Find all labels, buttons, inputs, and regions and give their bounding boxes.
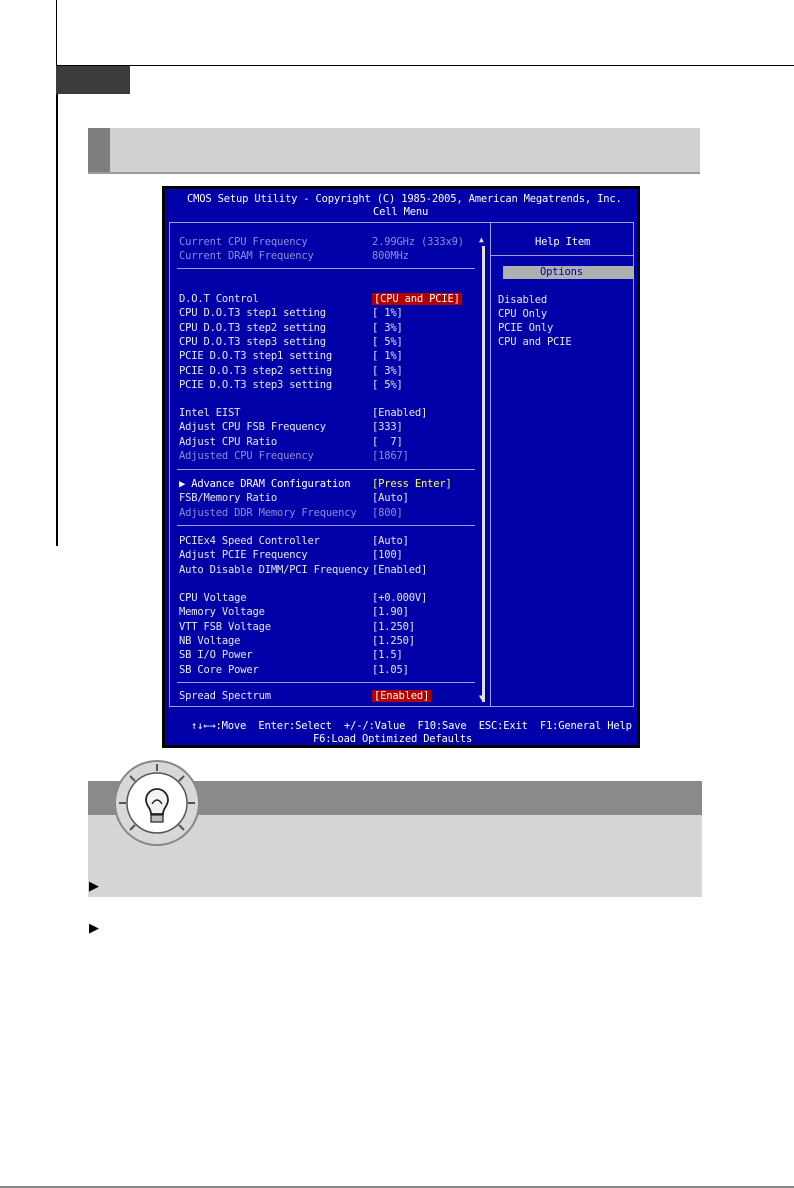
pcie-row-label[interactable]: Auto Disable DIMM/PCI Frequency xyxy=(179,563,369,576)
dot-row-value[interactable]: [ 3%] xyxy=(372,321,403,334)
cpu-row-label[interactable]: Adjust CPU FSB Frequency xyxy=(179,421,326,434)
bios-menu-name: Cell Menu xyxy=(373,206,429,218)
cpu-row-value[interactable]: [Enabled] xyxy=(372,407,428,419)
dot-row-value[interactable]: [ 5%] xyxy=(372,378,403,391)
dot-row-label[interactable]: CPU D.O.T3 step2 setting xyxy=(179,321,326,334)
voltage-row-label[interactable]: SB I/O Power xyxy=(179,649,253,662)
help-option-item: PCIE Only xyxy=(498,322,554,334)
dot-row-label[interactable]: PCIE D.O.T3 step1 setting xyxy=(179,350,333,363)
dot-row-value[interactable]: [ 1%] xyxy=(372,307,403,320)
dot-row-label[interactable]: PCIE D.O.T3 step2 setting xyxy=(179,364,333,377)
lightbulb-icon xyxy=(112,758,202,848)
voltage-row-label[interactable]: VTT FSB Voltage xyxy=(179,620,271,633)
pcie-row-label[interactable]: PCIEx4 Speed Controller xyxy=(179,535,320,547)
dram-row-label[interactable]: FSB/Memory Ratio xyxy=(179,492,277,505)
pcie-row-label[interactable]: Adjust PCIE Frequency xyxy=(179,549,308,562)
spread-spectrum-selected[interactable]: [Enabled] xyxy=(374,690,430,702)
voltage-row-label[interactable]: NB Voltage xyxy=(179,634,241,647)
page-top-rule-horizontal xyxy=(56,65,794,66)
scroll-up-icon[interactable]: ▲ xyxy=(479,235,484,244)
bios-frame-divider xyxy=(490,222,491,706)
voltage-row-value[interactable]: [+0.000V] xyxy=(372,592,428,604)
spread-spectrum-label[interactable]: Spread Spectrum xyxy=(179,690,271,702)
separator-1 xyxy=(177,268,475,269)
cpu-row-label: Adjusted CPU Frequency xyxy=(179,449,314,462)
voltage-row-value[interactable]: [1.250] xyxy=(372,620,415,633)
spread-spectrum-value[interactable] xyxy=(372,690,431,703)
dram-row-label[interactable]: ▶ Advance DRAM Configuration xyxy=(179,478,351,490)
help-title-divider xyxy=(490,255,633,256)
help-option-item: CPU Only xyxy=(498,308,547,320)
pcie-row-value[interactable]: [100] xyxy=(372,549,403,562)
page-left-rule xyxy=(56,66,58,546)
bios-frame-left xyxy=(169,222,170,706)
help-option-item: Disabled xyxy=(498,294,547,306)
help-options-label: Options xyxy=(540,266,583,278)
dot-row-selected[interactable]: [CPU and PCIE] xyxy=(374,293,460,305)
voltage-row-label[interactable]: SB Core Power xyxy=(179,663,259,676)
bullet-arrow-icon: ▶ xyxy=(89,879,99,894)
dram-row-label: Adjusted DDR Memory Frequency xyxy=(179,506,357,519)
cpu-row-value[interactable]: [ 7] xyxy=(372,435,403,448)
page-top-rule xyxy=(56,0,57,66)
dot-row-label[interactable]: CPU D.O.T3 step1 setting xyxy=(179,307,326,320)
help-title: Help Item xyxy=(535,236,591,248)
scroll-down-icon[interactable]: ▼ xyxy=(479,693,484,702)
bios-footer-keys: ↑↓←→:Move Enter:Select +/-/:Value F10:Save ESC:Exit F1:General Help xyxy=(191,720,632,732)
bios-title: CMOS Setup Utility - Copyright (C) 1985-2005, American Megatrends, Inc. xyxy=(187,193,622,205)
info-row-value: 2.99GHz (333x9) xyxy=(372,236,464,248)
dot-row-label[interactable]: D.O.T Control xyxy=(179,293,259,305)
bios-screen xyxy=(162,186,640,748)
section-header-stripe xyxy=(88,128,110,174)
bios-frame-top xyxy=(169,222,633,223)
chapter-tab xyxy=(56,66,130,94)
info-row-label: Current CPU Frequency xyxy=(179,236,308,248)
bullet-arrow-icon: ▶ xyxy=(89,921,99,936)
cpu-row-value: [1867] xyxy=(372,449,409,462)
voltage-row-value[interactable]: [1.5] xyxy=(372,649,403,662)
help-option-item: CPU and PCIE xyxy=(498,336,572,348)
dot-row-value[interactable]: [ 3%] xyxy=(372,364,403,377)
cpu-row-label[interactable]: Adjust CPU Ratio xyxy=(179,435,277,448)
voltage-row-value[interactable]: [1.90] xyxy=(372,606,409,619)
section-header-bar xyxy=(88,128,700,174)
bios-frame-bottom xyxy=(169,706,634,707)
voltage-row-label[interactable]: Memory Voltage xyxy=(179,606,265,619)
dot-row-label[interactable]: PCIE D.O.T3 step3 setting xyxy=(179,378,333,391)
separator-4 xyxy=(177,682,475,683)
bios-panel xyxy=(165,189,637,745)
voltage-row-label[interactable]: CPU Voltage xyxy=(179,592,247,604)
dot-row-value[interactable]: [ 5%] xyxy=(372,335,403,348)
separator-3 xyxy=(177,525,475,526)
pcie-row-value[interactable]: [Auto] xyxy=(372,535,409,547)
voltage-row-value[interactable]: [1.250] xyxy=(372,634,415,647)
bios-footer-defaults: F6:Load Optimized Defaults xyxy=(313,733,473,745)
info-row-value: 800MHz xyxy=(372,250,409,263)
cpu-row-label[interactable]: Intel EIST xyxy=(179,407,241,419)
section-header-underline xyxy=(88,172,700,174)
dram-row-value[interactable]: [Auto] xyxy=(372,492,409,505)
dot-row-value[interactable]: [ 1%] xyxy=(372,350,403,363)
dram-row-value[interactable]: [Press Enter] xyxy=(372,478,452,490)
pcie-row-value[interactable]: [Enabled] xyxy=(372,563,428,576)
voltage-row-value[interactable]: [1.05] xyxy=(372,663,409,676)
info-row-label: Current DRAM Frequency xyxy=(179,250,314,263)
dram-row-value: [800] xyxy=(372,506,403,519)
scrollbar[interactable] xyxy=(482,246,485,702)
separator-2 xyxy=(177,469,475,470)
dot-row-label[interactable]: CPU D.O.T3 step3 setting xyxy=(179,335,326,348)
dot-row-value[interactable] xyxy=(372,293,462,306)
bios-frame-right xyxy=(633,222,634,706)
cpu-row-value[interactable]: [333] xyxy=(372,421,403,434)
